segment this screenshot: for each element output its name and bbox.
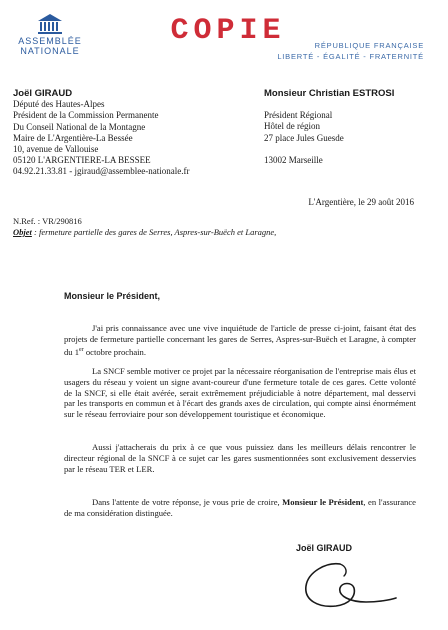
letter-date: L'Argentière, le 29 août 2016 [308, 197, 414, 207]
republique-line1: RÉPUBLIQUE FRANÇAISE [314, 41, 424, 50]
p1-sup: er [79, 346, 84, 353]
sender-contact: 04.92.21.33.81 - jgiraud@assemblee-nationale.fr [13, 166, 190, 177]
sender-line: Président de la Commission Permanente [13, 110, 159, 121]
body-paragraph-1 [64, 323, 416, 357]
copie-stamp: COPIE [170, 14, 286, 48]
sender-block [13, 88, 190, 178]
recipient-name: Monsieur Christian ESTROSI [264, 88, 395, 99]
body-paragraph-4 [64, 497, 416, 519]
recipient-line: 27 place Jules Guesde [264, 132, 344, 143]
logo-text-line1: ASSEMBLÉE [18, 36, 82, 46]
p1-text-b: octobre prochain. [83, 346, 146, 357]
sender-line: 05120 L'ARGENTIERE-LA BESSEE [13, 155, 151, 166]
reference-number: N.Ref. : VR/290816 [13, 216, 82, 226]
p4-text-b: , en l'assurance de ma considération distinguée. [64, 497, 416, 518]
object-text: : fermeture partielle des gares de Serres, Aspres-sur-Buëch et Laragne, [31, 227, 277, 237]
p2-text: La SNCF semble motiver ce projet par la nécessaire réorganisation de l'entreprise mais élus et usagers du réseau y voient un signe avant-coureur d'une fermeture totale de ces gares. Cette volonté de la SNCF, si elle était avérée, serait extrêmement préjudiciable à notre département, mal desservi par les transports en commun et à l'écart des grands axes de circulation, qui compte ainsi énormément sur le réseau ferroviaire pour son développement touristique et économique. [64, 366, 416, 420]
p3-text: Aussi j'attacherais du prix à ce que vous puissiez dans les meilleurs délais rencontrer le directeur régional de la SNCF à ce sujet car les gares susmentionnées sont exclusivement desservies par le réseau TER et LER. [64, 442, 416, 474]
handwritten-signature [296, 556, 400, 614]
object-line [13, 227, 276, 238]
p1-text-a: J'ai pris connaissance avec une vive inquiétude de l'article de presse ci-joint, faisant état des projets de fermeture partielle concernant les gares de Serres, Aspres-sur-Buëch et Laragne, à compter du 1 [64, 323, 416, 357]
recipient-line: Hôtel de région [264, 121, 320, 132]
republique-francaise [277, 40, 424, 62]
recipient-city: 13002 Marseille [264, 154, 323, 165]
sender-line: Du Conseil National de la Montagne [13, 121, 146, 132]
logo-text-line2: NATIONALE [20, 46, 80, 56]
sender-line: Maire de L'Argentière-La Bessée [13, 132, 133, 143]
sender-line: 10, avenue de Vallouise [13, 144, 99, 155]
hemicycle-icon [37, 12, 63, 34]
recipient-line: Président Régional [264, 110, 333, 121]
p4-bold: Monsieur le Président [282, 497, 364, 507]
p4-text-a: Dans l'attente de votre réponse, je vous prie de croire, [92, 497, 283, 507]
republique-motto: LIBERTÉ - ÉGALITÉ - FRATERNITÉ [277, 52, 424, 61]
body-paragraph-2 [64, 366, 416, 420]
sender-name: Joël GIRAUD [13, 88, 73, 99]
body-paragraph-3 [64, 442, 416, 474]
sender-line: Député des Hautes-Alpes [13, 99, 105, 110]
salutation: Monsieur le Président, [64, 291, 161, 301]
assemblee-logo [14, 12, 86, 56]
recipient-block [264, 88, 394, 166]
reference-block [13, 216, 276, 238]
object-label: Objet [13, 227, 32, 237]
signature-name: Joël GIRAUD [296, 543, 353, 553]
